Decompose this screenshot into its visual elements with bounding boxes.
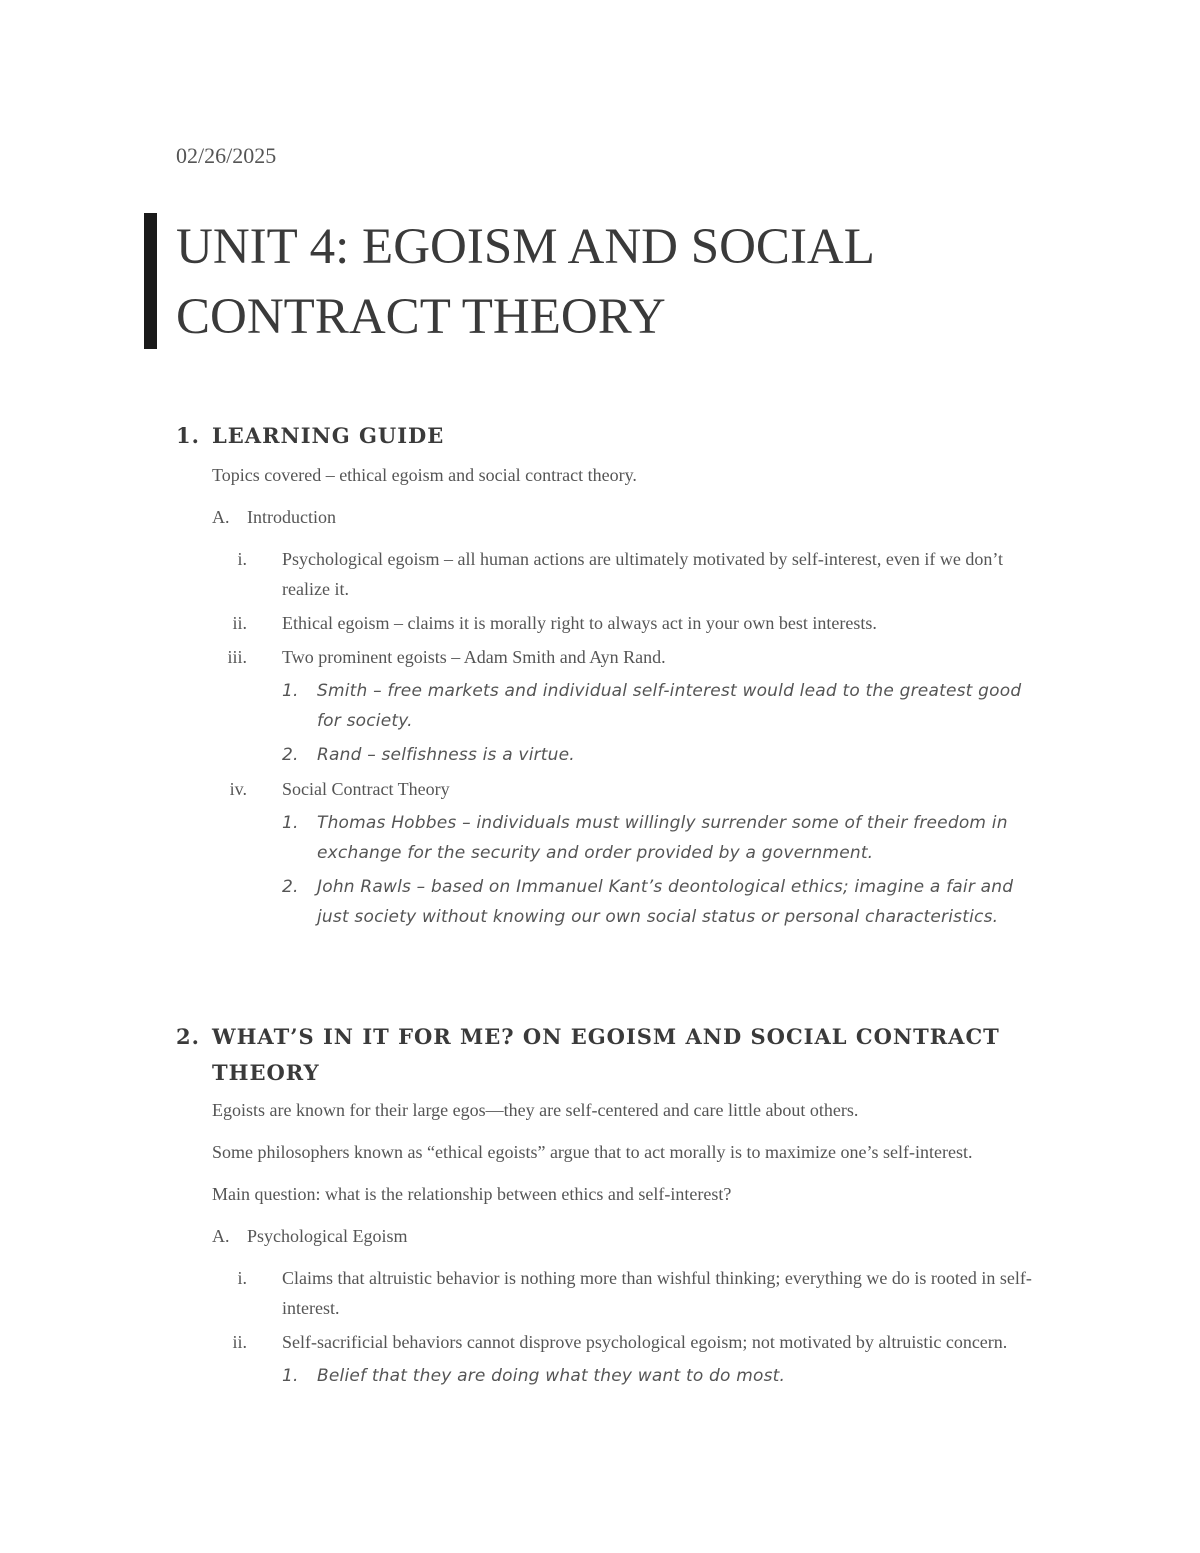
- section-egoism: [176, 1019, 1036, 1391]
- list-text: Social Contract Theory: [282, 779, 450, 799]
- list-text: Psychological egoism – all human actions are ultimately motivated by self-interest, even if we don’t realize it.: [282, 549, 1003, 599]
- section-heading: [176, 1019, 1036, 1091]
- subsection-heading: [212, 1221, 1036, 1251]
- section-heading: [176, 418, 1036, 454]
- list-number: iii.: [227, 647, 247, 667]
- nested-list-item: [282, 872, 1036, 932]
- list-text: Belief that they are doing what they want to do most.: [317, 1366, 786, 1386]
- list-number: 1.: [282, 681, 299, 701]
- list-text: John Rawls – based on Immanuel Kant’s deontological ethics; imagine a fair and just society without knowing our own social status or personal characteristics.: [317, 877, 1014, 927]
- paragraph: Egoists are known for their large egos—they are self-centered and care little about others.: [212, 1100, 859, 1120]
- list-text: Rand – selfishness is a virtue.: [317, 745, 575, 765]
- section-learning-guide: [176, 418, 1036, 932]
- list-number: 2.: [282, 877, 299, 897]
- subsection-heading: [212, 502, 1036, 532]
- list-number: ii.: [232, 613, 247, 633]
- nested-list-item: [282, 808, 1036, 868]
- section-title: WHAT’S IN IT FOR ME? ON EGOISM AND SOCIAL CONTRACT THEORY: [212, 1024, 1000, 1085]
- subsection-label: A.: [212, 507, 230, 527]
- list-number: 2.: [282, 745, 299, 765]
- list-number: i.: [237, 549, 247, 569]
- list-number: 1.: [282, 1366, 299, 1386]
- section-title: LEARNING GUIDE: [212, 423, 445, 448]
- nested-list-item: [282, 740, 1036, 770]
- subsection-label: A.: [212, 1226, 230, 1246]
- list-number: i.: [237, 1268, 247, 1288]
- subsection-title: Psychological Egoism: [247, 1226, 408, 1246]
- list-number: ii.: [232, 1332, 247, 1352]
- list-item: [212, 544, 1036, 604]
- list-item: [212, 774, 1036, 804]
- nested-list-item: [282, 1361, 1036, 1391]
- list-text: Thomas Hobbes – individuals must willingly surrender some of their freedom in exchange for the security and order provided by a government.: [317, 813, 1008, 863]
- title-accent-bar: [144, 213, 157, 349]
- section-number: 1.: [176, 423, 200, 448]
- section-number: 2.: [176, 1024, 200, 1049]
- list-text: Self-sacrificial behaviors cannot disprove psychological egoism; not motivated by altruistic concern.: [282, 1332, 1008, 1352]
- document-date: 02/26/2025: [176, 143, 277, 168]
- paragraph: Main question: what is the relationship between ethics and self-interest?: [212, 1184, 732, 1204]
- list-item: [212, 642, 1036, 672]
- list-number: iv.: [229, 779, 247, 799]
- list-text: Two prominent egoists – Adam Smith and Ayn Rand.: [282, 647, 666, 667]
- page-title: UNIT 4: EGOISM AND SOCIAL CONTRACT THEORY: [176, 219, 874, 345]
- list-item: [212, 608, 1036, 638]
- list-number: 1.: [282, 813, 299, 833]
- list-text: Ethical egoism – claims it is morally right to always act in your own best interests.: [282, 613, 877, 633]
- list-text: Claims that altruistic behavior is nothing more than wishful thinking; everything we do is rooted in self-interest.: [282, 1268, 1032, 1318]
- nested-list-item: [282, 676, 1036, 736]
- section-intro: Topics covered – ethical egoism and social contract theory.: [212, 465, 637, 485]
- list-item: [212, 1263, 1036, 1323]
- subsection-title: Introduction: [247, 507, 336, 527]
- list-item: [212, 1327, 1036, 1357]
- paragraph: Some philosophers known as “ethical egoists” argue that to act morally is to maximize one’s self-interest.: [212, 1142, 973, 1162]
- list-text: Smith – free markets and individual self-interest would lead to the greatest good for society.: [317, 681, 1022, 731]
